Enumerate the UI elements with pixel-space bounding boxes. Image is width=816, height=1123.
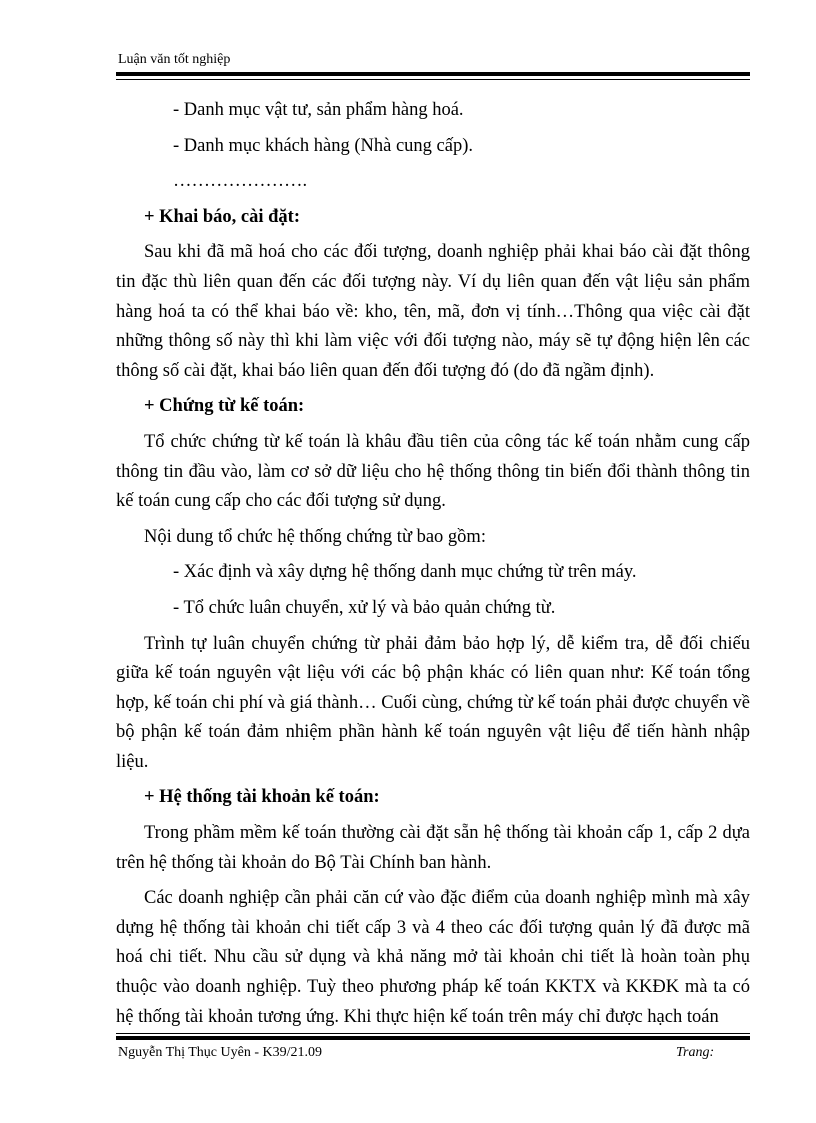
paragraph: Sau khi đã mã hoá cho các đối tượng, doanh nghiệp phải khai báo cài đặt thông tin đặc thù liên quan đến các đối tượng này. Ví dụ liên quan đến vật liệu sản phẩm hàng hoá ta có thể khai báo về: kho, tên, mã, đơn vị tính…Thông qua việc cài đặt những thông số này thì khi làm việc với đối tượng nào, máy sẽ tự động hiện lên các thông số cài đặt, khai báo liên quan đến đối tượng đó (do đã ngầm định). — [116, 242, 750, 381]
header-rule-thick — [116, 72, 750, 76]
paragraph: Trong phầm mềm kế toán thường cài đặt sẵn hệ thống tài khoản cấp 1, cấp 2 dựa trên hệ thống tài khoản do Bộ Tài Chính ban hành. — [116, 823, 750, 873]
footer-rule-thick — [116, 1036, 750, 1040]
footer-rule-thin — [116, 1033, 750, 1034]
page-body — [116, 96, 750, 1032]
paragraph: Các doanh nghiệp cần phải căn cứ vào đặc điểm của doanh nghiệp mình mà xây dựng hệ thống tài khoản chi tiết cấp 3 và 4 theo các đối tượng quản lý đã được mã hoá chi tiết. Nhu cầu sử dụng và khả năng mở tài khoản chi tiết là hoàn toàn phụ thuộc vào doanh nghiệp. Tuỳ theo phương pháp kế toán KKTX và KKĐK mà ta có hệ thống tài khoản tương ứng. Khi thực hiện kế toán trên máy chỉ được hạch toán — [116, 888, 750, 1027]
section-heading-tai-khoan: + Hệ thống tài khoản kế toán: — [144, 787, 380, 808]
footer-page-label: Trang: — [676, 1045, 715, 1060]
footer-author: Nguyễn Thị Thục Uyên - K39/21.09 — [118, 1045, 323, 1060]
bullet-item: - Danh mục vật tư, sản phẩm hàng hoá. — [173, 100, 464, 120]
bullet-item: - Tổ chức luân chuyển, xử lý và bảo quản chứng từ. — [173, 597, 556, 618]
running-header-title: Luận văn tốt nghiệp — [118, 52, 231, 67]
paragraph: Tổ chức chứng từ kế toán là khâu đầu tiên của công tác kế toán nhằm cung cấp thông tin đầu vào, làm cơ sở dữ liệu cho hệ thống thông tin biến đổi thành thông tin kế toán cung cấp cho các đối tượng sử dụng. — [116, 431, 750, 512]
ellipsis-line: …………………. — [173, 171, 308, 192]
bullet-item: - Xác định và xây dựng hệ thống danh mục chứng từ trên máy. — [173, 562, 637, 583]
bullet-item: - Danh mục khách hàng (Nhà cung cấp). — [173, 135, 473, 156]
section-heading-khai-bao: + Khai báo, cài đặt: — [144, 206, 300, 227]
header-rule-thin — [116, 79, 750, 80]
section-heading-chung-tu: + Chứng từ kế toán: — [144, 396, 305, 417]
paragraph: Trình tự luân chuyển chứng từ phải đảm bảo hợp lý, dễ kiểm tra, dễ đối chiếu giữa kế toán nguyên vật liệu với các bộ phận khác có liên quan như: Kế toán tổng hợp, kế toán chi phí và giá thành… Cuối cùng, chứng từ kế toán phải được chuyển về bộ phận kế toán đảm nhiệm phần hành kế toán nguyên vật liệu để tiến hành nhập liệu. — [116, 633, 750, 772]
paragraph: Nội dung tổ chức hệ thống chứng từ bao gồm: — [144, 526, 486, 547]
